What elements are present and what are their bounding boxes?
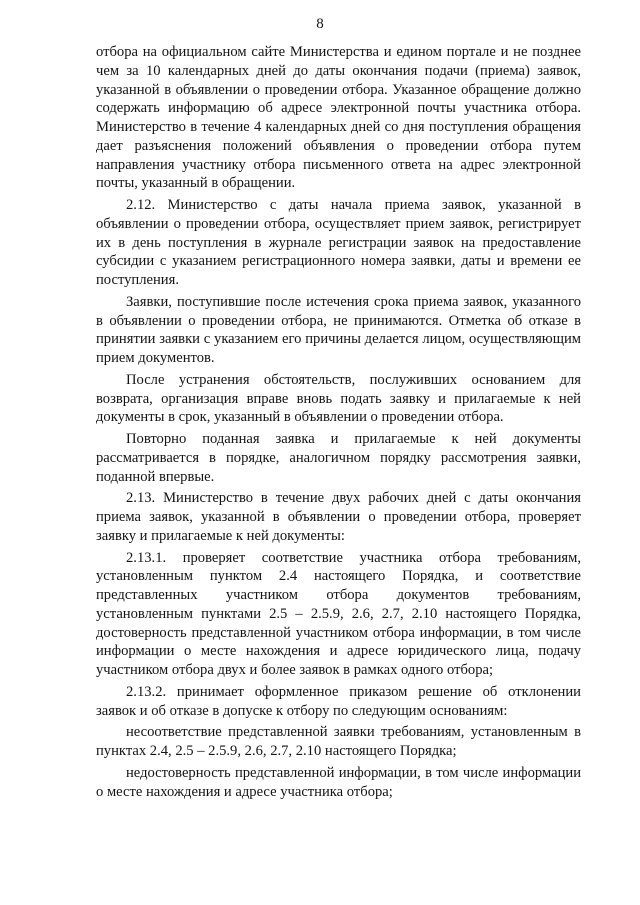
paragraph-noncompliance: несоответствие представленной заявки требованиям, установленным в пунктах 2.4, 2.5 – 2.5.9, 2.6, 2.7, 2.10 настоящего Порядка; [96,724,581,759]
paragraph-inaccuracy: недостоверность представленной информации, в том числе информации о месте нахождения и адресе участника отбора; [96,764,581,800]
page-number: 8 [316,16,324,32]
document-body [96,43,581,804]
paragraph-2-13-1: 2.13.1. проверяет соответствие участника отбора требованиям, установленным пунктом 2.4 настоящего Порядка, и соответствие представленных участником отбора документов требованиям, установленным пунктами 2.5 – 2.5.9, 2.6, 2.7, 2.10 настоящего Порядка, достоверность представленной участником отбора информации, в том числе информации о месте нахождения и адресе юридического лица, подачу участником отбора двух и более заявок в рамках одного отбора; [96,549,581,678]
paragraph-repeat-application: Повторно поданная заявка и прилагаемые к ней документы рассматривается в порядке, аналогичном порядку рассмотрения заявки, поданной впервые. [96,431,581,485]
paragraph-2-13-2: 2.13.2. принимает оформленное приказом решение об отклонении заявок и об отказе в допуске к отбору по следующим основаниям: [96,683,581,719]
paragraph-late-applications: Заявки, поступившие после истечения срока приема заявок, указанного в объявлении о проведении отбора, не принимаются. Отметка об отказе в принятии заявки с указанием его причины делается лицом, осуществляющим прием документов. [96,293,581,366]
paragraph-2-12: 2.12. Министерство с даты начала приема заявок, указанной в объявлении о проведении отбора, осуществляет прием заявок, регистрирует их в день поступления в журнале регистрации заявок на предоставление субсидии с указанием регистрационного номера заявки, даты и времени ее поступления. [96,197,581,288]
paragraph-resubmission: После устранения обстоятельств, послуживших основанием для возврата, организация вправе вновь подать заявку и прилагаемые к ней документы в срок, указанный в объявлении о проведении отбора. [96,371,581,426]
paragraph-2-13: 2.13. Министерство в течение двух рабочих дней с даты окончания приема заявок, указанной в объявлении о проведении отбора, проверяет заявку и прилагаемые к ней документы: [96,490,581,544]
paragraph-continuation: отбора на официальном сайте Министерства и едином портале и не позднее чем за 10 календарных дней до даты окончания подачи (приема) заявок, указанной в объявлении о проведении отбора. Указанное обращение должно содержать информацию об адресе электронной почты участника отбора. Министерство в течение 4 календарных дней со дня поступления обращения дает разъяснения положений объявления о проведении отбора путем направления участнику отбора письменного ответа на адрес электронной почты, указанный в обращении. [96,44,581,192]
